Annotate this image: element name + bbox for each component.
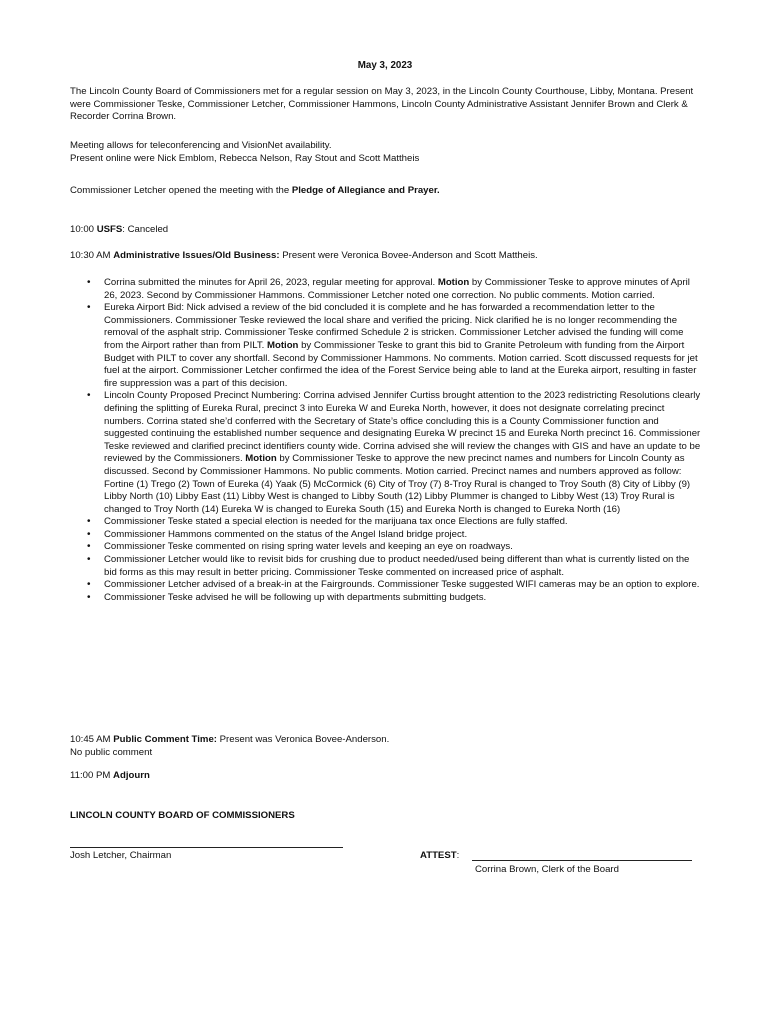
list-item: • Commissioner Letcher would like to revisit bids for crushing due to product needed/used being different than what is currently listed on the bid forms as this may result in better pricing. Commissioner Teske commented on increased price of asphalt.: [70, 554, 702, 579]
public-comment-note: No public comment: [70, 746, 153, 758]
admin-title: Administrative Issues/Old Business:: [113, 250, 280, 261]
admin-heading: [70, 250, 702, 263]
usfs-line: [70, 224, 702, 237]
list-item: • Corrina submitted the minutes for April 26, 2023, regular meeting for approval. Motion by Commissioner Teske to approve minutes of April 26, 2023. Second by Commissioner Hammons. Commissioner Letcher noted one correction. No public comments. Motion carried.: [70, 277, 702, 302]
public-comment-section: [70, 734, 702, 759]
teleconference-note: Meeting allows for teleconferencing and VisionNet availability.: [70, 140, 332, 151]
chairman-signature-line: [70, 847, 343, 848]
usfs-time: 10:00: [70, 224, 97, 235]
admin-attendees: Present were Veronica Bovee-Anderson and Scott Mattheis.: [279, 250, 538, 261]
admin-time: 10:30 AM: [70, 250, 114, 261]
public-comment-attendees: Present was Veronica Bovee-Anderson.: [216, 734, 390, 745]
attest-label: ATTEST:: [420, 850, 460, 861]
clerk-name: Corrina Brown, Clerk of the Board: [475, 864, 619, 875]
list-item: • Commissioner Teske commented on rising spring water levels and keeping an eye on roadways.: [70, 541, 702, 554]
list-item: • Eureka Airport Bid: Nick advised a review of the bid concluded it is complete and he has forwarded a recommendation letter to the Commissioners. Commissioner Teske reviewed the local share and verified the pricing. Nick clarified he is no longer recommending the removal of the asphalt strip. Commissioner Teske confirmed Schedule 2 is stricken. Commissioner Letcher advised the funding will come from the Airport rather than from PILT. Motion by Commissioner Teske to grant this bid to Granite Petroleum with funding from the Airport Budget with PILT to cover any shortfall. Second by Commissioner Hammons. No comments. Motion carried. Scott discussed requests for jet fuel at the airport. Commissioner Letcher confirmed the idea of the Forest Service being able to land at the Eureka airport, resulting in faster fire suppression was a part of this decision.: [70, 302, 702, 390]
adjourn-time: 11:00 PM: [70, 770, 114, 781]
adjourn-title: Adjourn: [113, 770, 150, 781]
usfs-title: USFS: [96, 224, 123, 235]
pledge-line: [70, 185, 702, 198]
list-item: • Lincoln County Proposed Precinct Numbering: Corrina advised Jennifer Curtiss brought attention to the 2023 redistricting Resolutions clearly defining the splitting of Eureka Rural, precinct 3 into Eureka W and Eureka North, however, it does not designate correlating precinct numbers. Corrina stated she’d conferred with the Secretary of State’s office concluding this is a County Commissioner function and suggested continuing the established number sequence and designating Eureka W precinct 15 and Eureka North precinct 16. Commissioner Teske reviewed and clarified precinct identifiers county wide. Corrina advised she will review the changes with GIS and have an update to be reviewed by the Commissioners. Motion by Commissioner Teske to approve the new precinct names and numbers for Lincoln County as discussed. Second by Commissioner Hammons. No public comments. Motion carried. Precinct names and numbers approved as follow: Fortine (1) Trego (2) Town of Eureka (4) Yaak (5) McCormick (6) City of Troy (7) 8-Troy Rural is changed to Troy South (8) City of Libby (9) Libby North (10) Libby East (11) Libby West is changed to Libby South (12) Libby Plummer is changed to Libby West (13) Troy Rural is changed to Troy North (14) Eureka W is changed to Eureka South (15) and Eureka North is changed to Eureka North (16): [70, 390, 702, 516]
usfs-status: : Canceled: [122, 224, 169, 235]
chairman-name: Josh Letcher, Chairman: [70, 850, 172, 861]
list-item: • Commissioner Letcher advised of a break-in at the Fairgrounds. Commissioner Teske suggested WIFI cameras may be an option to explore.: [70, 579, 702, 592]
public-comment-time: 10:45 AM: [70, 734, 114, 745]
intro-paragraph: The Lincoln County Board of Commissioners met for a regular session on May 3, 2023, in the Lincoln County Courthouse, Libby, Montana. Present were Commissioner Teske, Commissioner Letcher, Commissioner Hammons, Lincoln County Administrative Assistant Jennifer Brown and Clerk & Recorder Corrina Brown.: [70, 86, 694, 123]
meeting-info: [70, 140, 702, 165]
public-comment-title: Public Comment Time:: [113, 734, 217, 745]
admin-items-list: [70, 277, 702, 604]
list-item: • Commissioner Hammons commented on the status of the Angel Island bridge project.: [70, 529, 702, 542]
list-item: • Commissioner Teske advised he will be following up with departments submitting budgets.: [70, 592, 702, 605]
board-title: LINCOLN COUNTY BOARD OF COMMISSIONERS: [70, 810, 295, 821]
list-item: • Commissioner Teske stated a special election is needed for the marijuana tax once Elections are fully staffed.: [70, 516, 702, 529]
pledge-text: Commissioner Letcher opened the meeting with the: [70, 185, 292, 196]
meeting-date: May 3, 2023: [357, 60, 413, 71]
online-attendees: Present online were Nick Emblom, Rebecca Nelson, Ray Stout and Scott Mattheis: [70, 152, 420, 164]
public-comment-heading: [70, 734, 702, 747]
clerk-signature-line: [472, 860, 692, 861]
pledge-bold: Pledge of Allegiance and Prayer.: [291, 185, 440, 196]
adjourn-line: [70, 770, 702, 783]
